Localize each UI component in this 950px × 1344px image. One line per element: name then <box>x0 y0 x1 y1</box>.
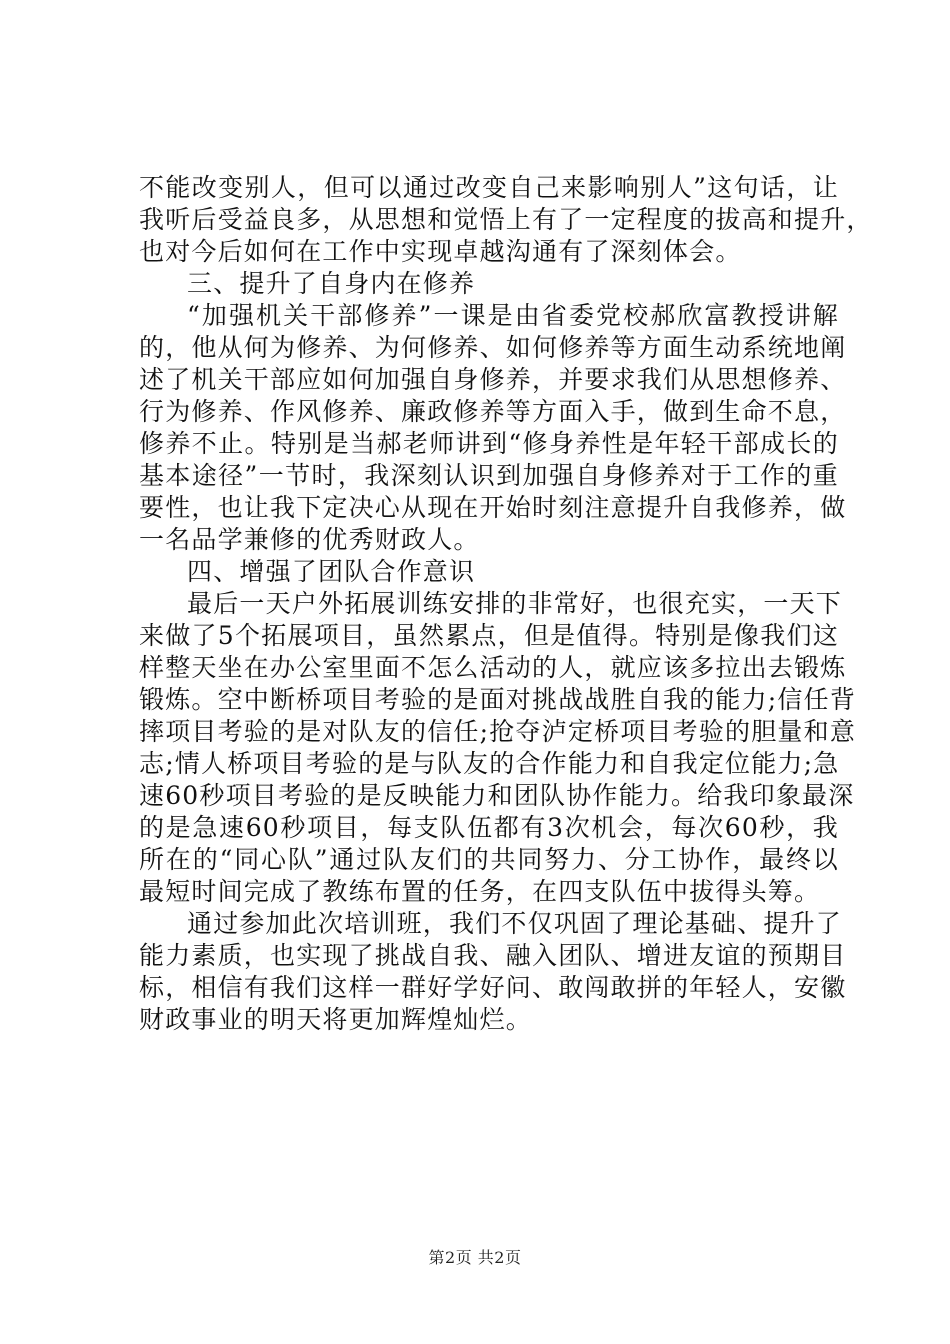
text-line: 最短时间完成了教练布置的任务，在四支队伍中拔得头筹。 <box>139 877 821 906</box>
text-line: 行为修养、作风修养、廉政修养等方面入手，做到生命不息， <box>139 397 847 426</box>
page-number: 第2页 共2页 <box>428 1248 522 1267</box>
text-line: 摔项目考验的是对队友的信任;抢夺泸定桥项目考验的胆量和意 <box>139 717 857 746</box>
text-line: 所在的“同心队”通过队友们的共同努力、分工协作，最终以 <box>139 845 839 874</box>
text-line: 财政事业的明天将更加辉煌灿烂。 <box>139 1005 533 1034</box>
page-footer <box>0 1245 950 1268</box>
document-body <box>139 172 873 1036</box>
text-line: 述了机关干部应如何加强自身修养，并要求我们从思想修养、 <box>139 365 847 394</box>
text-line: 一名品学兼修的优秀财政人。 <box>139 525 480 554</box>
text-line: 的是急速60秒项目，每支队伍都有3次机会，每次60秒，我 <box>139 813 839 842</box>
text-line: 通过参加此次培训班，我们不仅巩固了理论基础、提升了 <box>187 909 843 938</box>
text-line: 不能改变别人，但可以通过改变自己来影响别人”这句话，让 <box>139 173 839 202</box>
text-line: 来做了5个拓展项目，虽然累点，但是值得。特别是像我们这 <box>139 621 839 650</box>
section-heading: 三、提升了自身内在修养 <box>187 269 476 298</box>
text-line: 的，他从何为修养、为何修养、如何修养等方面生动系统地阐 <box>139 333 847 362</box>
text-line: 修养不止。特别是当郝老师讲到“修身养性是年轻干部成长的 <box>139 429 839 458</box>
text-line: 我听后受益良多，从思想和觉悟上有了一定程度的拔高和提升， <box>139 205 873 234</box>
text-line: 志;情人桥项目考验的是与队友的合作能力和自我定位能力;急 <box>139 749 840 778</box>
text-line: 能力素质，也实现了挑战自我、融入团队、增进友谊的预期目 <box>139 941 847 970</box>
text-line: 也对今后如何在工作中实现卓越沟通有了深刻体会。 <box>139 237 742 266</box>
text-line: 标，相信有我们这样一群好学好问、敢闯敢拼的年轻人，安徽 <box>139 973 847 1002</box>
text-line: 锻炼。空中断桥项目考验的是面对挑战战胜自我的能力;信任背 <box>139 685 857 714</box>
text-line: “加强机关干部修养”一课是由省委党校郝欣富教授讲解 <box>187 301 839 330</box>
text-line: 速60秒项目考验的是反映能力和团队协作能力。给我印象最深 <box>139 781 855 810</box>
text-line: 基本途径”一节时，我深刻认识到加强自身修养对于工作的重 <box>139 461 839 490</box>
section-heading: 四、增强了团队合作意识 <box>187 557 476 586</box>
text-line: 要性，也让我下定决心从现在开始时刻注意提升自我修养，做 <box>139 493 847 522</box>
text-line: 最后一天户外拓展训练安排的非常好，也很充实，一天下 <box>187 589 843 618</box>
text-line: 样整天坐在办公室里面不怎么活动的人，就应该多拉出去锻炼 <box>139 653 847 682</box>
